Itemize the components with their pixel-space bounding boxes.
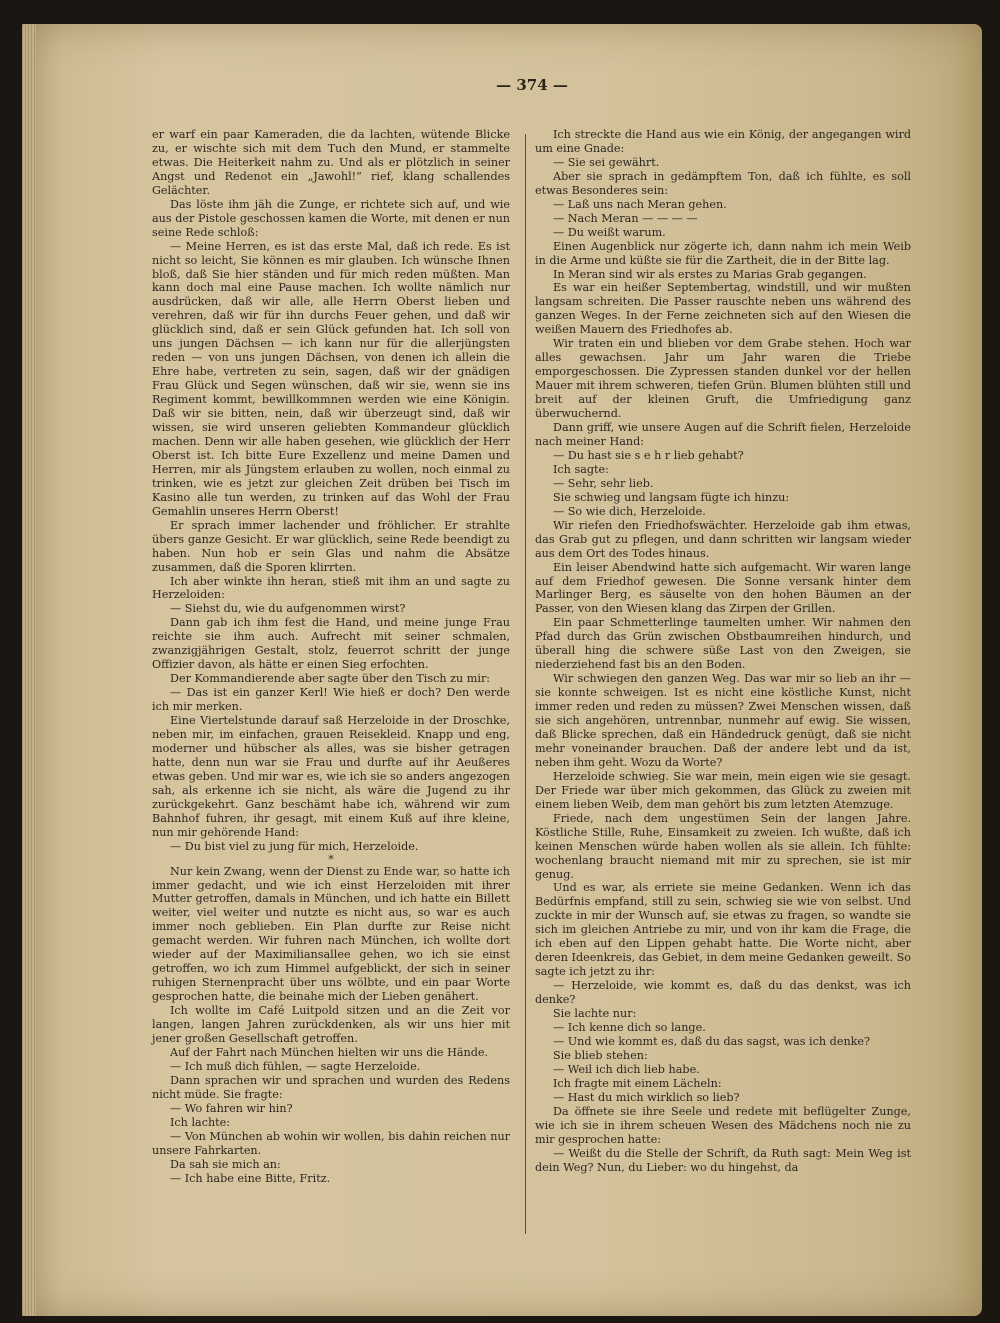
paragraph: — Das ist ein ganzer Kerl! Wie hieß er doch? Den werde ich mir merken. — [152, 686, 510, 714]
paragraph: Es war ein heißer Septembertag, windstill, und wir mußten langsam schreiten. Die Passer rauschte neben uns während des ganzen Weges. In der Ferne zeichneten sich auf den Wiesen die weißen Mauern des Friedhofes ab. — [535, 281, 911, 337]
paragraph: Ein paar Schmetterlinge taumelten umher. Wir nahmen den Pfad durch das Grün zwischen Obstbaumreihen hindurch, und überall hing die schwere süße Last von den Zweigen, sie niederziehend fast bis an den Boden. — [535, 616, 911, 672]
paragraph: Auf der Fahrt nach München hielten wir uns die Hände. — [170, 1045, 489, 1059]
paragraph: Wir traten ein und blieben vor dem Grabe stehen. Hoch war alles gewachsen. Jahr um Jahr waren die Triebe emporgeschossen. Die Zypressen standen dunkel vor der hellen Mauer mit ihrem schweren, tiefen Grün. Blumen blühten still und breit auf der kleinen Gruft, die Umfriedigung ganz überwuchernd. — [535, 337, 911, 421]
paragraph: — Sie sei gewährt. — [553, 155, 660, 169]
paragraph: — Und wie kommt es, daß du das sagst, was ich denke? — [553, 1034, 871, 1048]
paragraph: Ich sagte: — [553, 462, 609, 476]
paragraph: In Meran sind wir als erstes zu Marias Grab gegangen. — [553, 267, 867, 281]
paragraph: Nur kein Zwang, wenn der Dienst zu Ende war, so hatte ich immer gedacht, und wie ich einst Herzeloiden mit ihrer Mutter getroffen, damals in München, und ich hatte ein Billett weiter, viel weiter und nutzte es nicht aus, so war es auch immer noch geblieben. Ein Plan durfte zur Reise nicht gemacht werden. Wir fuhren nach München, ich wollte dort wieder auf der Maximiliansallee gehen, wo ich sie einst getroffen, wo ich zum Himmel aufgeblickt, der sich in seiner ruhigen Sternenpracht über uns wölbte, und ein paar Worte gesprochen hatte, die beinahe mich der Lieben genähert. — [152, 864, 510, 1004]
paragraph: Der Kommandierende aber sagte über den Tisch zu mir: — [170, 672, 491, 686]
paragraph: er warf ein paar Kameraden, die da lachten, wütende Blicke zu, er wischte sich mit dem Tuch den Mund, er stammelte etwas. Die Heiterkeit nahm zu. Und als er plötzlich in seiner Angst und Redenot ein „Jawohl!“ rief, klang schallendes Gelächter. — [152, 128, 510, 197]
page-edge — [22, 24, 36, 1316]
paragraph: Dann griff, wie unsere Augen auf die Schrift fielen, Herzeloide nach meiner Hand: — [535, 421, 911, 448]
paragraph: Ein leiser Abendwind hatte sich aufgemacht. Wir waren lange auf dem Friedhof gewesen. Die Sonne versank hinter dem Marlinger Berg, es säuselte von den hohen Bäumen an der Passer, von den Wiesen klang das Zirpen der Grillen. — [535, 560, 911, 616]
paragraph: Ich streckte die Hand aus wie ein König, der angegangen wird um eine Gnade: — [535, 128, 911, 155]
paragraph: — Wo fahren wir hin? — [170, 1101, 293, 1115]
paragraph: Dann gab ich ihm fest die Hand, und meine junge Frau reichte sie ihm auch. Aufrecht mit seiner schmalen, zwanzigjährigen Gestalt, stolz, feuerrot schritt der junge Offizier davon, als hätte er einen Sieg erfochten. — [152, 616, 510, 672]
book-page — [22, 24, 982, 1316]
paragraph: — Meine Herren, es ist das erste Mal, daß ich rede. Es ist nicht so leicht, Sie können es mir glauben. Ich wünsche Ihnen bloß, daß Sie hier ständen und für mich reden müßten. Man kann doch mal eine Pause machen. Ich wollte nämlich nur ausdrücken, daß wir alle, alle Herrn Oberst lieben und verehren, daß wir für ihn durchs Feuer gehen, und daß wir glücklich sind, daß er sein Glück gefunden hat. Ich soll von uns jungen Dächsen — ich kann nur für die allerjüngsten reden — von uns jungen Dächsen, von denen ich allein die Ehre habe, vertreten zu sein, sagen, daß wir der gnädigen Frau Glück und Segen wünschen, daß wir sie, wenn sie ins Regiment kommt, bewillkommnen werden wie eine Königin. Daß wir sie bitten, nein, daß wir überzeugt sind, daß wir wissen, sie wird unseren geliebten Kommandeur glücklich machen. Denn wir alle haben gesehen, wie glücklich der Herr Oberst ist. Ich bitte Eure Exzellenz und meine Damen und Herren, mir als Jüngstem erlauben zu wollen, noch einmal zu trinken, wie es jetzt zur gleichen Zeit drüben bei Tisch im Kasino alle tun werden, zu trinken auf das Wohl der Frau Gemahlin unseres Herrn Oberst! — [152, 239, 510, 518]
paragraph: Wir riefen den Friedhofswächter. Herzeloide gab ihm etwas, das Grab gut zu pflegen, und dann schritten wir langsam wieder aus dem Ort des Todes hinaus. — [535, 518, 911, 560]
paragraph: — Du bist viel zu jung für mich, Herzeloide. — [170, 839, 419, 853]
paragraph: — Ich habe eine Bitte, Fritz. — [170, 1171, 331, 1185]
paragraph: — Laß uns nach Meran gehen. — [553, 197, 727, 211]
paragraph: Und es war, als erriete sie meine Gedanken. Wenn ich das Bedürfnis empfand, still zu sein, schwieg sie wie von selbst. Und zuckte in mir der Wunsch auf, sie etwas zu fragen, so wandte sie sich im gleichen Antriebe zu mir, und von ihr kam die Frage, die ich eben auf den Lippen gehabt hatte. Die Worte nicht, aber deren Ideenkreis, das Gebiet, in dem meine Gedanken geweilt. So sagte ich jetzt zu ihr: — [535, 881, 911, 979]
paragraph: — Weil ich dich lieb habe. — [553, 1062, 700, 1076]
page-number: — 374 — — [496, 76, 568, 94]
paragraph: — Du weißt warum. — [553, 225, 666, 239]
paragraph: Ich wollte im Café Luitpold sitzen und an die Zeit vor langen, langen Jahren zurückdenken, als wir uns hier mit jener großen Gesellschaft getroffen. — [152, 1004, 510, 1045]
paragraph: Friede, nach dem ungestümen Sein der langen Jahre. Köstliche Stille, Ruhe, Einsamkeit zu zweien. Ich wußte, daß ich keinen Menschen würde haben wollen als sie allein. Ich fühlte: wochenlang braucht niemand mit mir zu sprechen, sie ist mir genug. — [535, 811, 911, 881]
paragraph: Sie lachte nur: — [553, 1007, 637, 1021]
paragraph: — Hast du mich wirklich so lieb? — [553, 1090, 740, 1104]
paragraph: Dann sprachen wir und sprachen und wurden des Redens nicht müde. Sie fragte: — [152, 1073, 510, 1101]
paragraph: Aber sie sprach in gedämpftem Ton, daß ich fühlte, es soll etwas Besonderes sein: — [535, 169, 911, 197]
paragraph: — Ich muß dich fühlen, — sagte Herzeloide. — [170, 1059, 421, 1073]
paragraph: Er sprach immer lachender und fröhlicher. Er strahlte übers ganze Gesicht. Er war glücklich, seine Rede beendigt zu haben. Nun hob er sein Glas und nahm die Absätze zusammen, daß die Sporen klirrten. — [152, 518, 510, 574]
paragraph: — Herzeloide, wie kommt es, daß du das denkst, was ich denke? — [535, 979, 911, 1007]
paragraph: Ich lachte: — [170, 1115, 231, 1129]
paragraph: — Du hast sie s e h r lieb gehabt? — [553, 448, 744, 462]
paragraph: Sie blieb stehen: — [553, 1048, 648, 1062]
left-column — [152, 128, 510, 1185]
paragraph: Herzeloide schwieg. Sie war mein, mein eigen wie sie gesagt. Der Friede war über mich gekommen, das Glück zu zweien mit einem lieben Weib, dem man gehört bis zum letzten Atemzuge. — [535, 769, 911, 811]
paragraph: Einen Augenblick nur zögerte ich, dann nahm ich mein Weib in die Arme und küßte sie für die Zartheit, die in der Bitte lag. — [535, 239, 911, 267]
column-rule — [525, 134, 526, 1234]
paragraph: Da öffnete sie ihre Seele und redete mit beflügelter Zunge, wie ich sie in ihrem scheuen Wesen des Mädchens noch nie zu mir gesprochen hatte: — [535, 1104, 911, 1146]
paragraph: Sie schwieg und langsam fügte ich hinzu: — [553, 490, 790, 504]
paragraph: Wir schwiegen den ganzen Weg. Das war mir so lieb an ihr — sie konnte schweigen. Ist es nicht eine köstliche Kunst, nicht immer reden und reden zu müssen? Zwei Menschen wissen, daß sie sich angehören, untrennbar, nunmehr auf ewig. Sie wissen, daß Blicke sprechen, daß ein Händedruck genügt, daß sie nicht mehr voneinander brauchen. Daß der andere lebt und da ist, neben ihm geht. Wozu da Worte? — [535, 672, 911, 769]
paragraph: — Von München ab wohin wir wollen, bis dahin reichen nur unsere Fahrkarten. — [152, 1129, 510, 1157]
section-divider: * — [328, 852, 334, 866]
paragraph: — So wie dich, Herzeloide. — [553, 504, 706, 518]
right-column — [535, 128, 911, 1174]
paragraph: Das löste ihm jäh die Zunge, er richtete sich auf, und wie aus der Pistole geschossen kamen die Worte, mit denen er nun seine Rede schloß: — [152, 197, 510, 239]
paragraph: Eine Viertelstunde darauf saß Herzeloide in der Droschke, neben mir, im einfachen, grauen Reisekleid. Knapp und eng, moderner und hübscher als alles, was sie bisher getragen hatte, denn nun war sie Frau und durfte auf ihr Aeußeres etwas geben. Und mir war es, wie ich sie so anders angezogen sah, als erkenne ich sie nicht, als wäre die Jugend zu ihr zurückgekehrt. Ganz beschämt habe ich, während wir zum Bahnhof fuhren, ihr gesagt, mit einem Kuß auf ihre kleine, nun mir gehörende Hand: — [152, 714, 510, 839]
paragraph: Ich aber winkte ihn heran, stieß mit ihm an und sagte zu Herzeloiden: — [152, 574, 510, 602]
paragraph: Ich fragte mit einem Lächeln: — [553, 1076, 722, 1090]
paragraph: Da sah sie mich an: — [170, 1157, 281, 1171]
paragraph: — Ich kenne dich so lange. — [553, 1021, 706, 1034]
paragraph: — Nach Meran — — — — — [553, 211, 698, 225]
paragraph: — Sehr, sehr lieb. — [553, 476, 654, 490]
paragraph: — Weißt du die Stelle der Schrift, da Ruth sagt: Mein Weg ist dein Weg? Nun, du Lieber: wo du hingehst, da — [535, 1146, 911, 1174]
paragraph: — Siehst du, wie du aufgenommen wirst? — [170, 602, 406, 616]
